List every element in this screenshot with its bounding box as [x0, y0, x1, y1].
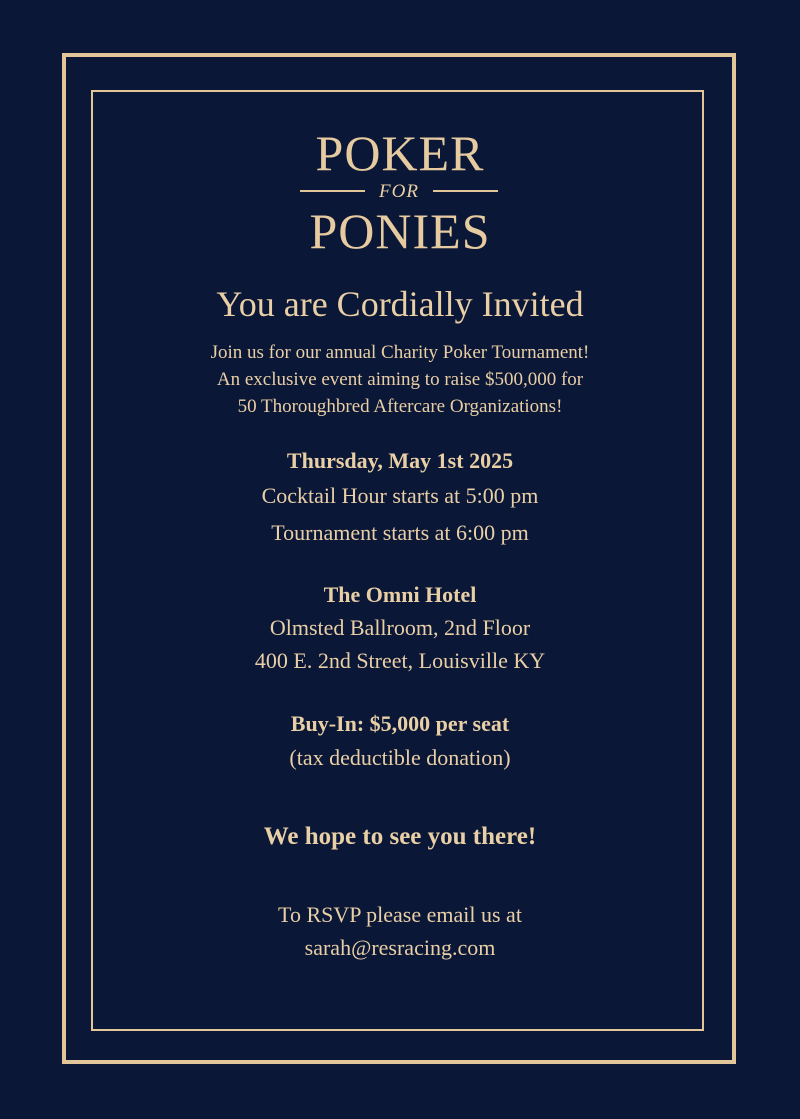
rsvp-line: To RSVP please email us at [278, 902, 522, 927]
tournament-time: Tournament starts at 6:00 pm [271, 520, 529, 545]
venue-room: Olmsted Ballroom, 2nd Floor [269, 615, 531, 640]
event-date: Thursday, May 1st 2025 [286, 448, 514, 473]
title-poker: POKER [315, 125, 485, 181]
left-rule [300, 190, 365, 192]
cocktail-time: Cocktail Hour starts at 5:00 pm [261, 483, 539, 508]
invitation-heading: You are Cordially Invited [216, 284, 584, 324]
title-for-divider [300, 178, 498, 204]
buyin-note: (tax deductible donation) [289, 745, 511, 770]
buyin-price: Buy-In: $5,000 per seat [290, 711, 510, 736]
invitation-line-2: An exclusive event aiming to raise $500,000 for [216, 369, 584, 390]
venue-name: The Omni Hotel [323, 582, 477, 607]
title-ponies: PONIES [309, 203, 491, 259]
closing-message: We hope to see you there! [263, 823, 537, 850]
title-for: FOR [379, 180, 419, 202]
venue-address: 400 E. 2nd Street, Louisville KY [254, 648, 546, 673]
invitation-line-1: Join us for our annual Charity Poker Tournament! [210, 342, 590, 363]
rsvp-email[interactable]: sarah@resracing.com [304, 935, 496, 960]
invitation-line-3: 50 Thoroughbred Aftercare Organizations! [237, 396, 563, 417]
right-rule [433, 190, 498, 192]
